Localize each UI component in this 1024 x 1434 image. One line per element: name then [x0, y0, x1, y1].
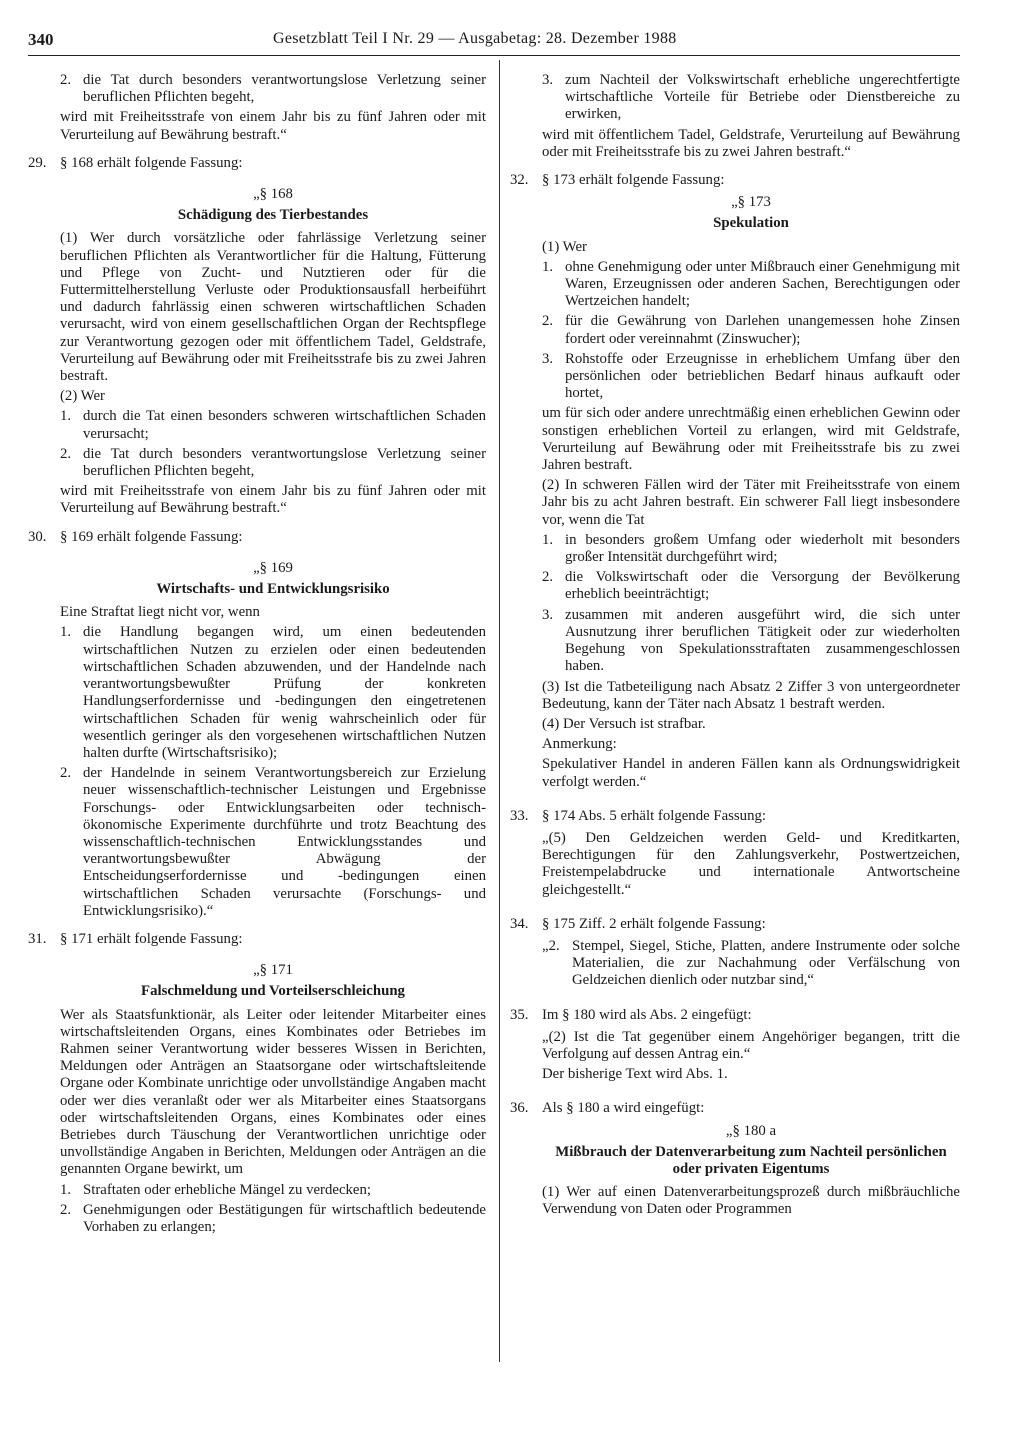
amendment-35: 35. Im § 180 wird als Abs. 2 eingefügt: [510, 1006, 752, 1023]
left-column [28, 72, 486, 1239]
list-item: 2. für die Gewährung von Darlehen unangemessen hohe Zinsen fordert oder vereinnahmt (Zinswucher); [542, 313, 960, 347]
section-heading: Wirtschafts- und Entwicklungsrisiko [156, 581, 390, 598]
list-item: 1. in besonders großem Umfang oder wiederholt mit besonders großer Intensität durchgeführt wird; [542, 531, 960, 566]
list-item: 1. Straftaten oder erhebliche Mängel zu verdecken; [60, 1181, 371, 1198]
closing-text: wird mit öffentlichem Tadel, Geldstrafe, Verurteilung auf Bewährung oder mit Freiheitsstrafe bis zu zwei Jahren bestraft.“ [542, 126, 960, 160]
paragraph: (1) Wer [542, 238, 587, 255]
list-item: 3. zusammen mit anderen ausgeführt wird, die sich unter Ausnutzung ihrer beruflichen Tätigkeit oder zur wiederholten Begehung von Spekulationsstraftaten zusammengeschlossen haben. [542, 606, 960, 675]
section-heading: Falschmeldung und Vorteilserschleichung [141, 983, 405, 1000]
paragraph: Eine Straftat liegt nicht vor, wenn [60, 604, 260, 621]
amendment-33: 33. § 174 Abs. 5 erhält folgende Fassung: [510, 807, 766, 824]
closing-text: um für sich oder andere unrechtmäßig einen erheblichen Gewinn oder sonstigen erheblichen Vorteil zu erlangen, wird mit Geldstrafe, Verurteilung auf Bewährung oder mit Freiheitsstrafe bis zu zwei Jahren bestraft. [542, 405, 960, 474]
section-number: „§ 173 [731, 194, 771, 211]
section-number: „§ 169 [253, 559, 293, 576]
amendment-30: 30. § 169 erhält folgende Fassung: [28, 528, 243, 545]
closing-text: wird mit Freiheitsstrafe von einem Jahr bis zu fünf Jahren oder mit Verurteilung auf Bewährung bestraft.“ [60, 109, 486, 143]
paragraph: (4) Der Versuch ist strafbar. [542, 715, 706, 732]
paragraph: (2) Wer [60, 388, 105, 405]
list-item: 3. zum Nachteil der Volkswirtschaft erhebliche ungerechtfertigte wirtschaftliche Vorteile für Betriebe oder Dienstbereiche zu erwirken, [542, 72, 960, 123]
list-item: 2. der Handelnde in seinem Verantwortungsbereich zur Erzielung neuer wissenschaftlich-technischer Leistungen und Ergebnisse Forschungs- oder Entwicklungsarbeiten oder technisch-ökonomische Experimente durchführte und trotz Beachtung des wissenschaftlich-technischen Entwicklungsstandes und verantwortungsbewußter Abwägung der Entscheidungserfordernisse und -bedingungen einen wirtschaftlichen Schaden verursachte (Forschungs- und Entwicklungsrisiko).“ [60, 765, 486, 919]
section-heading: Schädigung des Tierbestandes [177, 207, 369, 224]
list-item: 1. die Handlung begangen wird, um einen bedeutenden wirtschaftlichen Nutzen zu erzielen oder einen bedeutenden wirtschaftlichen Schaden abzuwenden, und der Handelnde nach verantwortungsbewußter Prüfung der konkreten Handlungserfordernisse und -bedingungen den eingetretenen wirtschaftlichen Schaden für wenig wahrscheinlich oder für wesentlich geringer als den vorgesehenen wirtschaftlichen Nutzen halten durfte (Wirtschaftsrisiko); [60, 624, 486, 761]
right-column [510, 72, 960, 1222]
amendment-29: 29. § 168 erhält folgende Fassung: [28, 154, 243, 171]
amendment-36: 36. Als § 180 a wird eingefügt: [510, 1100, 705, 1117]
column-divider [499, 60, 500, 1362]
note-text: Spekulativer Handel in anderen Fällen kann als Ordnungswidrigkeit verfolgt werden.“ [542, 756, 960, 790]
paragraph: (1) Wer durch vorsätzliche oder fahrlässige Verletzung seiner beruflichen Pflichten als Verantwortlicher für die Haltung, Fütterung und Pflege von Zucht- und Nutztieren oder für die Futtermittelherstellung Verluste oder Produktionsausfall herbeiführt und dadurch fahrlässig einen schweren wirtschaftlichen Schaden verursacht, wird von einem gesellschaftlichen Organ der Rechtspflege zur Verantwortung gezogen oder mit öffentlichem Tadel, Geldstrafe, Verurteilung auf Bewährung oder mit Freiheitsstrafe bis zu zwei Jahren bestraft. [60, 230, 486, 385]
running-title: Gesetzblatt Teil I Nr. 29 — Ausgabetag: 28. Dezember 1988 [273, 30, 677, 47]
amendment-34: 34. § 175 Ziff. 2 erhält folgende Fassung: [510, 915, 766, 932]
list-item: 3. Rohstoffe oder Erzeugnisse in erheblichem Umfang über den persönlichen oder betrieblichen Bedarf hinaus aufkauft oder hortet, [542, 350, 960, 402]
closing-text: wird mit Freiheitsstrafe von einem Jahr bis zu fünf Jahren oder mit Verurteilung auf Bewährung bestraft.“ [60, 483, 486, 517]
paragraph: (1) Wer auf einen Datenverarbeitungsprozeß durch mißbräuchliche Verwendung von Daten oder Programmen [542, 1184, 960, 1218]
section-number: „§ 171 [253, 962, 293, 979]
header-rule [28, 55, 960, 56]
paragraph: Der bisherige Text wird Abs. 1. [542, 1066, 728, 1083]
section-number: „§ 180 a [725, 1122, 777, 1139]
section-heading: Mißbrauch der Datenverarbeitung zum Nachteil persönlichen oder privaten Eigentums [555, 1143, 947, 1177]
page-header [28, 30, 960, 54]
page-number: 340 [28, 30, 54, 49]
section-heading: Spekulation [713, 215, 789, 232]
paragraph: „(2) Ist die Tat gegenüber einem Angehöriger begangen, tritt die Verfolgung auf dessen Antrag ein.“ [542, 1028, 960, 1062]
list-item: 2. die Tat durch besonders verantwortungslose Verletzung seiner beruflichen Pflichten begeht, [60, 445, 486, 480]
list-item: 2. die Volkswirtschaft oder die Versorgung der Bevölkerung erheblich beeinträchtigt; [542, 569, 960, 603]
note-label: Anmerkung: [542, 736, 617, 753]
amendment-31: 31. § 171 erhält folgende Fassung: [28, 930, 243, 947]
list-item: 1. ohne Genehmigung oder unter Mißbrauch einer Genehmigung mit Waren, Erzeugnissen oder anderen Sachen, Berechtigungen oder Wertzeichen handelt; [542, 258, 960, 310]
paragraph: Wer als Staatsfunktionär, als Leiter oder leitender Mitarbeiter eines wirtschaftsleitenden Organs, eines Kombinates oder Betriebes im Rahmen seiner Verantwortung wider besseres Wissen in Berichten, Meldungen oder Anträgen an Staatsorgane oder wirtschaftsleitende Organe oder Kombinate unrichtige oder unvollständige Angaben macht oder wer dies veranlaßt oder wer als Mitarbeiter eines Staatsorgans oder wirtschaftsleitenden Organs, eines Kombinates oder eines Betriebes durch Täuschung der Verantwortlichen unrichtige oder unvollständige Angaben in Berichten, Meldungen oder Anträgen an die genannten Organe bewirkt, um [60, 1006, 486, 1178]
paragraph: (2) In schweren Fällen wird der Täter mit Freiheitsstrafe von einem Jahr bis zu acht Jahren bestraft. Ein schwerer Fall liegt insbesondere vor, wenn die Tat [542, 477, 960, 528]
paragraph: „(5) Den Geldzeichen werden Geld- und Kreditkarten, Berechtigungen für den Zahlungsverkehr, Postwertzeichen, Freistempelabdrucke und internationale Antwortscheine gleichgestellt.“ [542, 829, 960, 898]
amendment-32: 32. § 173 erhält folgende Fassung: [510, 172, 725, 189]
list-item: „2. Stempel, Siegel, Stiche, Platten, andere Instrumente oder solche Materialien, die zur Nachahmung oder Verfälschung von Geldzeichen dienlich oder nutzbar sind,“ [542, 937, 960, 989]
list-item: 2. die Tat durch besonders verantwortungslose Verletzung seiner beruflichen Pflichten begeht, [60, 72, 486, 106]
section-number: „§ 168 [253, 186, 293, 203]
list-item: 2. Genehmigungen oder Bestätigungen für wirtschaftlich bedeutende Vorhaben zu erlangen; [60, 1201, 486, 1235]
paragraph: (3) Ist die Tatbeteiligung nach Absatz 2 Ziffer 3 von untergeordneter Bedeutung, kann der Täter nach Absatz 1 bestraft werden. [542, 678, 960, 712]
list-item: 1. durch die Tat einen besonders schweren wirtschaftlichen Schaden verursacht; [60, 408, 486, 442]
